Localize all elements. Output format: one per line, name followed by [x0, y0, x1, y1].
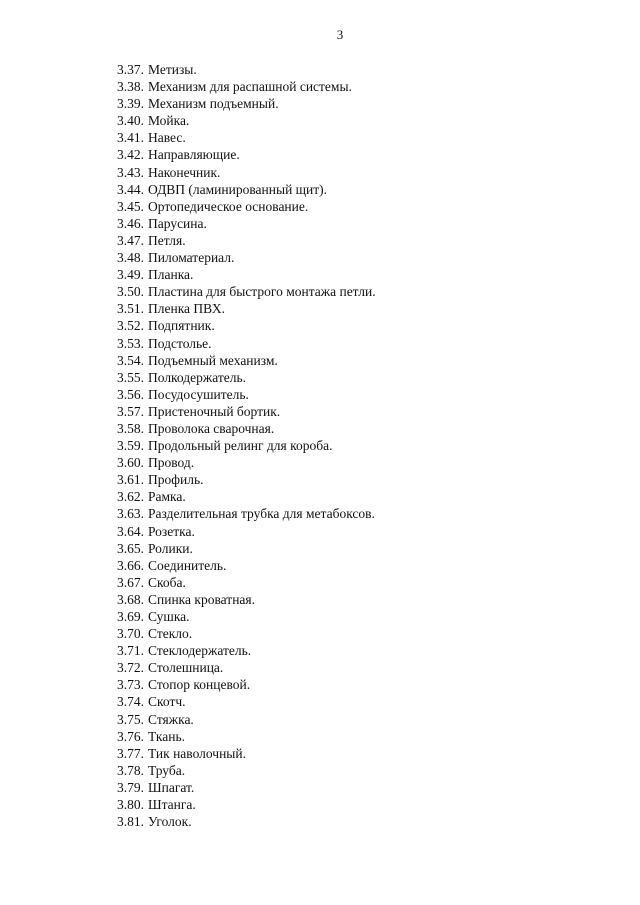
item-text: Проволока сварочная.: [148, 420, 275, 436]
item-text: Пленка ПВХ.: [148, 301, 225, 317]
list-item: [117, 796, 376, 813]
item-text: Ткань.: [148, 728, 186, 744]
list-item: [117, 95, 376, 112]
list-item: [117, 283, 376, 300]
item-number: 3.47.: [117, 232, 144, 248]
item-text: Рамка.: [148, 489, 186, 505]
item-text: Ортопедическое основание.: [148, 198, 309, 214]
item-text: Навес.: [148, 130, 186, 146]
list-item: [117, 266, 376, 283]
item-number: 3.52.: [117, 318, 144, 334]
item-text: Шпагат.: [148, 779, 195, 795]
list-item: [117, 112, 376, 129]
item-number: 3.51.: [117, 301, 144, 317]
list-item: [117, 454, 376, 471]
item-number: 3.38.: [117, 79, 144, 95]
item-text: Профиль.: [148, 472, 204, 488]
list-item: [117, 574, 376, 591]
list-item: [117, 61, 376, 78]
list-item: [117, 625, 376, 642]
item-number: 3.79.: [117, 779, 144, 795]
item-number: 3.39.: [117, 96, 144, 112]
item-text: Механизм для распашной системы.: [148, 79, 352, 95]
list-item: [117, 317, 376, 334]
item-number: 3.77.: [117, 745, 144, 761]
list-item: [117, 300, 376, 317]
item-text: Штанга.: [148, 797, 196, 813]
list-item: [117, 505, 376, 522]
item-number: 3.45.: [117, 198, 144, 214]
item-text: Механизм подъемный.: [148, 96, 279, 112]
item-text: Стеклодержатель.: [148, 643, 252, 659]
item-text: Подстолье.: [148, 335, 212, 351]
item-number: 3.80.: [117, 797, 144, 813]
item-number: 3.71.: [117, 643, 144, 659]
item-number: 3.59.: [117, 438, 144, 454]
item-number: 3.72.: [117, 660, 144, 676]
list-item: [117, 129, 376, 146]
list-item: [117, 557, 376, 574]
item-text: Соединитель.: [148, 557, 227, 573]
item-number: 3.74.: [117, 694, 144, 710]
item-text: ОДВП (ламинированный щит).: [148, 181, 328, 197]
item-number: 3.37.: [117, 62, 144, 77]
item-text: Петля.: [148, 232, 186, 248]
item-number: 3.48.: [117, 250, 144, 266]
list-item: [117, 540, 376, 557]
list-item: [117, 232, 376, 249]
item-number: 3.40.: [117, 113, 144, 129]
item-text: Направляющие.: [148, 147, 240, 163]
item-number: 3.42.: [117, 147, 144, 163]
list-item: [117, 676, 376, 693]
list-item: [117, 369, 376, 386]
item-number: 3.41.: [117, 130, 144, 146]
list-item: [117, 659, 376, 676]
list-item: [117, 813, 376, 830]
item-number: 3.57.: [117, 403, 144, 419]
item-number: 3.43.: [117, 164, 144, 180]
item-number: 3.61.: [117, 472, 144, 488]
item-text: Продольный релинг для короба.: [148, 438, 333, 454]
item-number: 3.44.: [117, 181, 144, 197]
item-number: 3.66.: [117, 557, 144, 573]
list-item: [117, 146, 376, 163]
list-item: [117, 164, 376, 181]
list-item: [117, 181, 376, 198]
item-number: 3.49.: [117, 267, 144, 283]
item-text: Розетка.: [148, 523, 195, 539]
item-text: Провод.: [148, 455, 195, 471]
list-item: [117, 437, 376, 454]
item-number: 3.70.: [117, 626, 144, 642]
item-text: Мойка.: [148, 113, 190, 129]
item-number: 3.67.: [117, 574, 144, 590]
item-text: Полкодержатель.: [148, 369, 247, 385]
list-item: [117, 745, 376, 762]
item-number: 3.65.: [117, 540, 144, 556]
item-number: 3.46.: [117, 215, 144, 231]
item-number: 3.56.: [117, 386, 144, 402]
item-number: 3.69.: [117, 609, 144, 624]
list-item: [117, 386, 376, 403]
item-number: 3.75.: [117, 711, 144, 727]
item-number: 3.73.: [117, 677, 144, 693]
item-text: Стекло.: [148, 626, 193, 642]
list-item: [117, 198, 376, 215]
item-number: 3.55.: [117, 369, 144, 385]
item-text: Стяжка.: [148, 711, 194, 727]
list-item: [117, 779, 376, 796]
list-item: [117, 711, 376, 728]
item-number: 3.76.: [117, 728, 144, 744]
item-text: Уголок.: [148, 814, 192, 830]
item-number: 3.68.: [117, 591, 144, 607]
item-text: Тик наволочный.: [148, 745, 246, 761]
item-text: Посудосушитель.: [148, 386, 249, 402]
item-text: Пристеночный бортик.: [148, 403, 281, 419]
item-text: Пластина для быстрого монтажа петли.: [148, 284, 376, 300]
list-item: [117, 488, 376, 505]
item-text: Наконечник.: [148, 164, 221, 180]
item-text: Парусина.: [148, 215, 207, 231]
item-text: Планка.: [148, 267, 194, 283]
list-item: [117, 249, 376, 266]
list-item: [117, 608, 376, 625]
item-number: 3.78.: [117, 762, 144, 778]
list-item: [117, 215, 376, 232]
item-number: 3.81.: [117, 814, 144, 830]
list-item: [117, 591, 376, 608]
item-text: Скотч.: [148, 694, 186, 710]
item-text: Разделительная трубка для метабоксов.: [148, 506, 375, 522]
item-text: Спинка кроватная.: [148, 591, 255, 607]
item-number: 3.62.: [117, 489, 144, 505]
item-text: Труба.: [148, 762, 186, 778]
item-number: 3.60.: [117, 455, 144, 471]
list-item: [117, 335, 376, 352]
item-text: Стопор концевой.: [148, 677, 251, 693]
list-item: [117, 403, 376, 420]
item-list: [117, 61, 376, 830]
list-item: [117, 693, 376, 710]
list-item: [117, 420, 376, 437]
item-text: Подъемный механизм.: [148, 352, 278, 368]
item-number: 3.54.: [117, 352, 144, 368]
item-text: Подпятник.: [148, 318, 215, 334]
item-number: 3.53.: [117, 335, 144, 351]
item-number: 3.63.: [117, 506, 144, 522]
list-item: [117, 78, 376, 95]
list-item: [117, 352, 376, 369]
list-item: [117, 642, 376, 659]
item-text: Пиломатериал.: [148, 250, 235, 266]
item-number: 3.64.: [117, 523, 144, 539]
page-number: 3: [336, 27, 344, 42]
item-text: Метизы.: [148, 62, 197, 77]
list-item: [117, 762, 376, 779]
item-text: Сушка.: [148, 609, 190, 624]
list-item: [117, 471, 376, 488]
list-item: [117, 523, 376, 540]
item-text: Столешница.: [148, 660, 224, 676]
item-text: Скоба.: [148, 574, 186, 590]
item-text: Ролики.: [148, 540, 193, 556]
list-item: [117, 728, 376, 745]
item-number: 3.58.: [117, 420, 144, 436]
item-number: 3.50.: [117, 284, 144, 300]
